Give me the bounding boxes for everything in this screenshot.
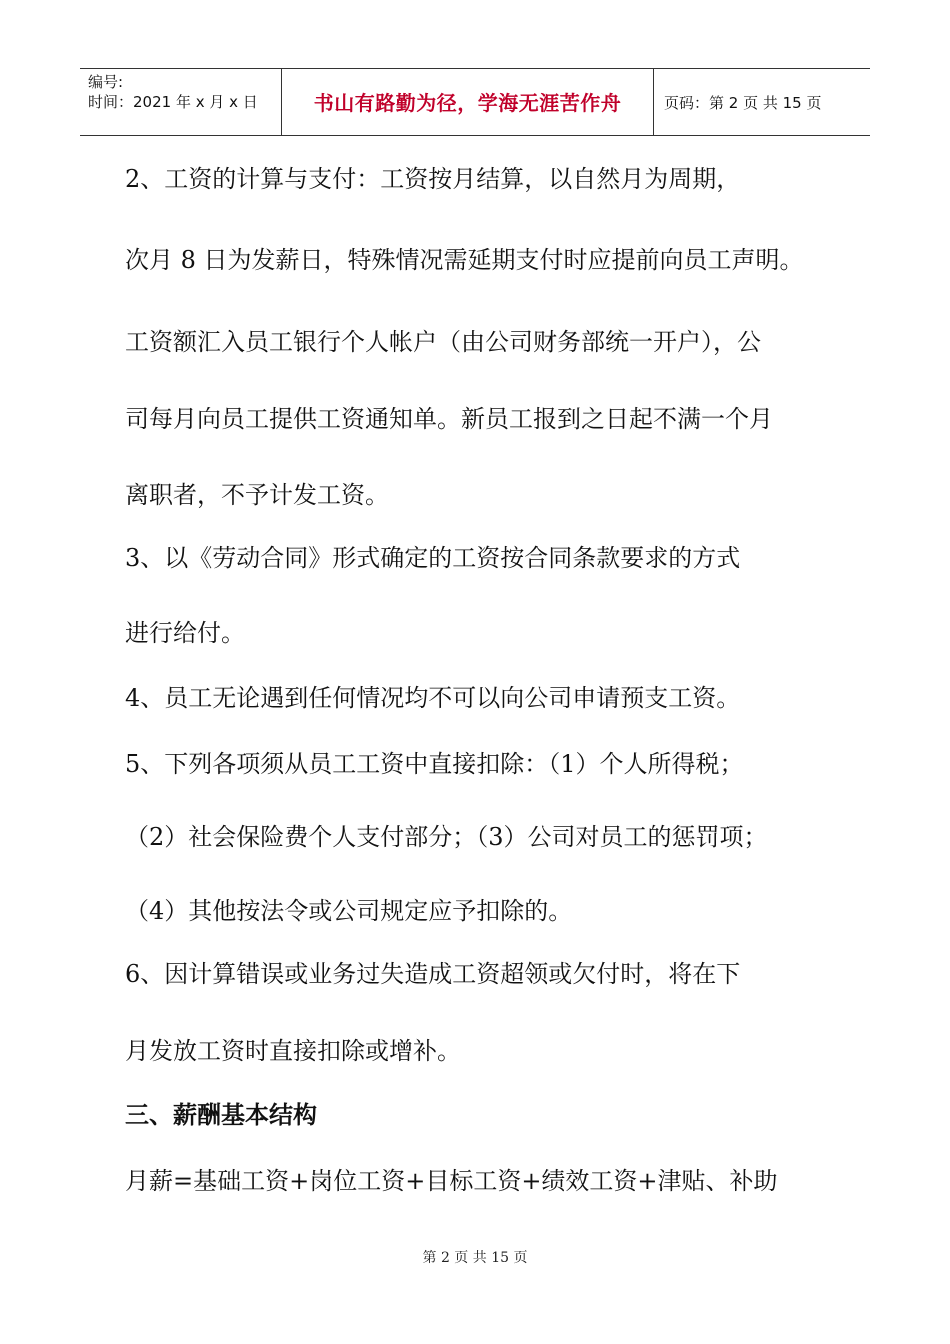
document-time-label: 时间：2021 年 x 月 x 日 <box>88 93 258 111</box>
header-page-info: 页码：第 2 页 共 15 页 <box>664 94 822 112</box>
body-line: 2、工资的计算与支付：工资按月结算，以自然月为周期， <box>125 165 741 193</box>
header-motto: 书山有路勤为径，学海无涯苦作舟 <box>282 69 654 135</box>
body-line: 月发放工资时直接扣除或增补。 <box>125 1037 461 1065</box>
body-line: 离职者，不予计发工资。 <box>125 481 389 509</box>
header-meta <box>80 69 282 135</box>
body-line: 进行给付。 <box>125 619 245 647</box>
body-line: 5、下列各项须从员工工资中直接扣除：（1）个人所得税； <box>125 750 744 778</box>
body-line: 工资额汇入员工银行个人帐户（由公司财务部统一开户），公 <box>125 328 761 356</box>
body-line: 3、以《劳动合同》形式确定的工资按合同条款要求的方式 <box>125 544 741 572</box>
document-number-label: 编号: <box>88 73 124 91</box>
body-line: （2）社会保险费个人支付部分；（3）公司对员工的惩罚项； <box>125 823 768 851</box>
section-heading: 三、薪酬基本结构 <box>125 1101 317 1129</box>
body-line: 次月 8 日为发薪日，特殊情况需延期支付时应提前向员工声明。 <box>125 246 804 274</box>
body-line: 4、员工无论遇到任何情况均不可以向公司申请预支工资。 <box>125 684 741 712</box>
body-line: 6、因计算错误或业务过失造成工资超领或欠付时，将在下 <box>125 960 741 988</box>
body-line: 司每月向员工提供工资通知单。新员工报到之日起不满一个月 <box>125 405 773 433</box>
body-line: （4）其他按法令或公司规定应予扣除的。 <box>125 897 573 925</box>
page-footer: 第 2 页 共 15 页 <box>422 1250 528 1266</box>
body-line: 月薪=基础工资+岗位工资+目标工资+绩效工资+津贴、补助 <box>125 1167 778 1195</box>
page-header <box>80 68 870 136</box>
